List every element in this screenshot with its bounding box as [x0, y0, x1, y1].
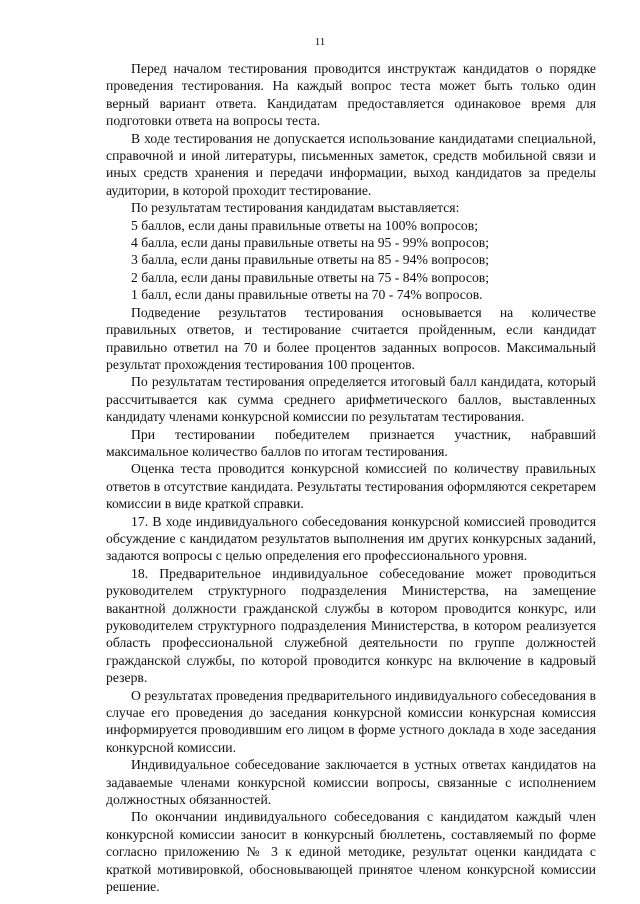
paragraph-testing-restrictions: В ходе тестирования не допускается использование кандидатами специальной, справочной и иной литературы, письменных заметок, средств мобильной связи и иных средств хранения и передачи информации, выход кандидатов за пределы аудитории, в которой проходит тестирование. — [106, 130, 596, 198]
paragraph-final-score: По результатам тестирования определяется итоговый балл кандидата, который рассчитывается как сумма среднего арифметического баллов, выставленных кандидату членами конкурсной комиссии по результатам тестирования. — [106, 374, 596, 425]
paragraph-winner: При тестировании победителем признается участник, набравший максимальное количество баллов по итогам тестирования. — [106, 426, 596, 459]
paragraph-test-evaluation: Оценка теста проводится конкурсной комиссией по количеству правильных ответов в отсутствие кандидата. Результаты тестирования оформляются секретарем комиссии в виде краткой справки. — [106, 461, 596, 512]
paragraph-interview-ballot: По окончании индивидуального собеседования с кандидатом каждый член конкурсной комиссии заносит в конкурсный бюллетень, составляемый по форме согласно приложению № 3 к единой методике, результат оценки кандидата с краткой мотивировкой, обосновывающей принятое членом конкурсной комиссии решение. — [106, 809, 596, 895]
score-item-1: 1 балл, если даны правильные ответы на 70 - 74% вопросов. — [131, 287, 483, 303]
score-item-3: 3 балла, если даны правильные ответы на 85 - 94% вопросов; — [131, 252, 490, 268]
score-item-2: 2 балла, если даны правильные ответы на 75 - 84% вопросов; — [131, 269, 490, 285]
paragraph-testing-briefing: Перед началом тестирования проводится инструктаж кандидатов о порядке проведения тестирования. На каждый вопрос теста может быть только один верный вариант ответа. Кандидатам предоставляется одинаковое время для подготовки ответа на вопросы теста. — [106, 61, 596, 129]
paragraph-results-summary: Подведение результатов тестирования основывается на количестве правильных ответов, и тестирование считается пройденным, если кандидат правильно ответил на 70 и более процентов заданных вопросов. Максимальный результат прохождения тестирования 100 процентов. — [106, 304, 596, 372]
paragraph-preliminary-interview-results: О результатах проведения предварительного индивидуального собеседования в случае его проведения до заседания конкурсной комиссии конкурсная комиссия информируется проводившим его лицом в форме устного доклада в ходе заседания конкурсной комиссии. — [106, 687, 596, 755]
paragraph-item-17: 17. В ходе индивидуального собеседования конкурсной комиссией проводится обсуждение с кандидатом результатов выполнения им других конкурсных заданий, задаются вопросы с целью определения его профессионального уровня. — [106, 513, 596, 564]
paragraph-individual-interview: Индивидуальное собеседование заключается в устных ответах кандидатов на задаваемые членами конкурсной комиссии вопросы, связанные с исполнением должностных обязанностей. — [106, 757, 596, 808]
paragraph-scoring-intro: По результатам тестирования кандидатам выставляется: — [131, 200, 460, 216]
score-item-4: 4 балла, если даны правильные ответы на 95 - 99% вопросов; — [131, 235, 490, 251]
score-item-5: 5 баллов, если даны правильные ответы на 100% вопросов; — [131, 217, 479, 233]
document-body — [106, 60, 596, 896]
paragraph-item-18: 18. Предварительное индивидуальное собеседование может проводиться руководителем структурного подразделения Министерства, на замещение вакантной должности гражданской службы в котором проводится конкурс, или руководителем структурного подразделения Министерства, в котором реализуется область профессиональной служебной деятельности по группе должностей гражданской службы, по которой проводится конкурс на включение в кадровый резерв. — [106, 565, 596, 686]
page-number: 11 — [314, 36, 326, 48]
